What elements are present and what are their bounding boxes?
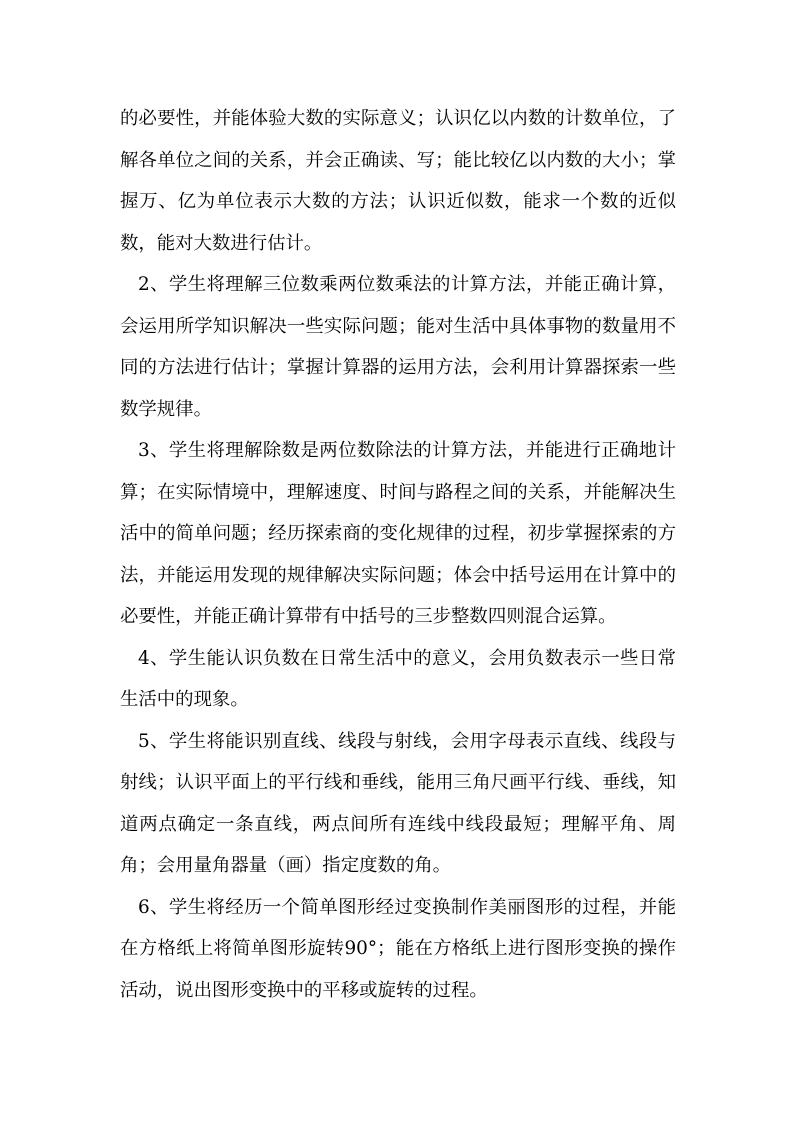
document-body xyxy=(120,98,676,1011)
paragraph-continuation: 的必要性，并能体验大数的实际意义；认识亿以内数的计数单位，了解各单位之间的关系，并会正确读、写；能比较亿以内数的大小；掌握万、亿为单位表示大数的方法；认识近似数，能求一个数的近似数，能对大数进行估计。 xyxy=(120,108,676,254)
paragraph-item-6: 6、学生将经历一个简单图形经过变换制作美丽图形的过程，并能在方格纸上将简单图形旋转90°；能在方格纸上进行图形变换的操作活动，说出图形变换中的平移或旋转的过程。 xyxy=(120,896,676,1001)
paragraph-item-3: 3、学生将理解除数是两位数除法的计算方法，并能进行正确地计算；在实际情境中，理解速度、时间与路程之间的关系，并能解决生活中的简单问题；经历探索商的变化规律的过程，初步掌握探索的方法，并能运用发现的规律解决实际问题；体会中括号运用在计算中的必要性，并能正确计算带有中括号的三步整数四则混合运算。 xyxy=(120,440,676,627)
paragraph-item-5: 5、学生将能识别直线、线段与射线，会用字母表示直线、线段与射线；认识平面上的平行线和垂线，能用三角尺画平行线、垂线，知道两点确定一条直线，两点间所有连线中线段最短；理解平角、周角；会用量角器量（画）指定度数的角。 xyxy=(120,730,676,876)
paragraph-item-4: 4、学生能认识负数在日常生活中的意义，会用负数表示一些日常生活中的现象。 xyxy=(120,647,676,710)
paragraph-item-2: 2、学生将理解三位数乘两位数乘法的计算方法，并能正确计算，会运用所学知识解决一些实际问题；能对生活中具体事物的数量用不同的方法进行估计；掌握计算器的运用方法，会利用计算器探索一些数学规律。 xyxy=(120,274,676,420)
